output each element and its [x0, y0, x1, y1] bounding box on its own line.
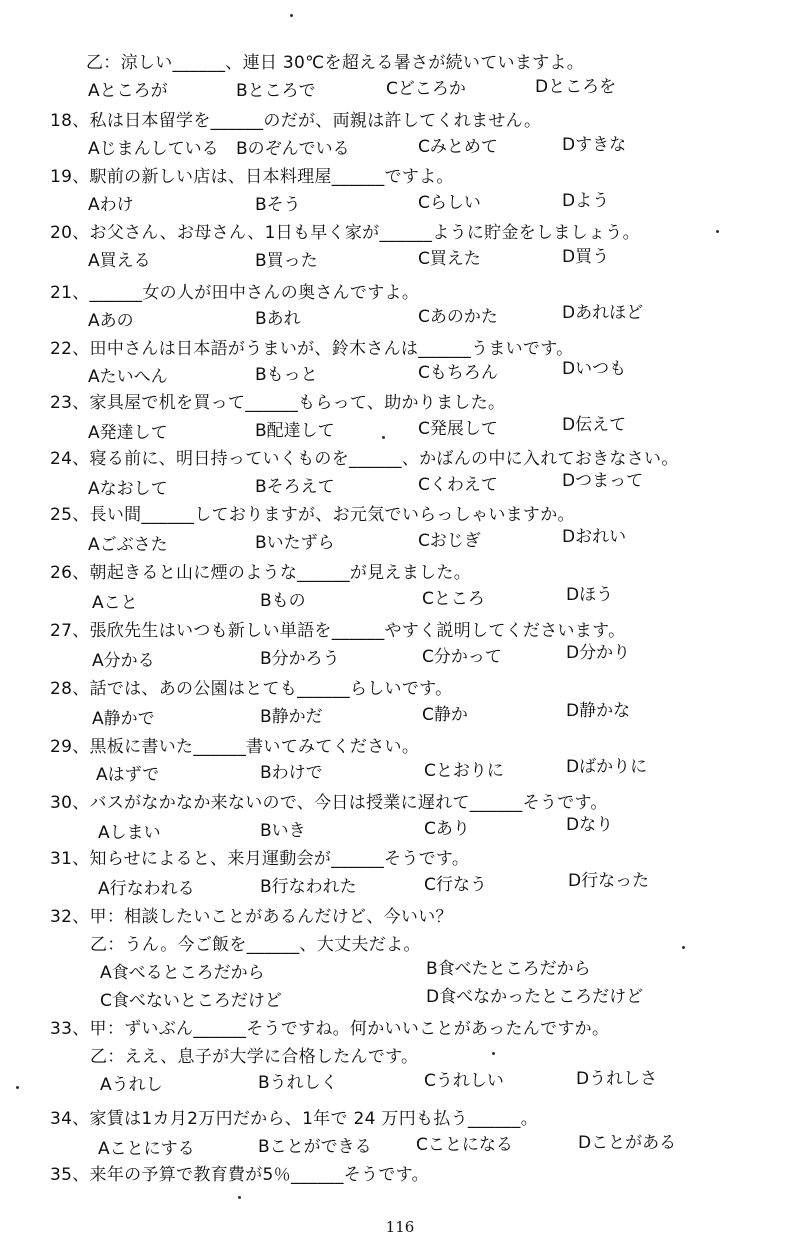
- question-line: 31、知らせによると、来月運動会が______そうです。: [50, 849, 470, 869]
- question-line: 21、______女の人が田中さんの奥さんですよ。: [50, 283, 420, 303]
- option-c: C発展して: [418, 419, 498, 439]
- option-b: B行なわれた: [260, 877, 357, 897]
- option-d: D食べなかったところだけど: [426, 987, 644, 1007]
- option-c: Cみとめて: [418, 137, 498, 157]
- option-d: D伝えて: [562, 415, 627, 435]
- question-line: 32、甲：相談したいことがあるんだけど、今いい？: [50, 907, 453, 927]
- option-d: D分かり: [566, 643, 631, 663]
- option-d: Dおれい: [562, 527, 627, 547]
- option-a: Aうれし: [100, 1075, 163, 1095]
- option-c: C分かって: [422, 647, 502, 667]
- option-c: C静か: [422, 705, 468, 725]
- option-a: A行なわれる: [98, 879, 195, 899]
- option-b: Bいき: [260, 821, 306, 841]
- question-line: 乙：うん。今ご飯を______、大丈夫だよ。: [90, 935, 421, 955]
- option-d: D行なった: [568, 871, 650, 891]
- option-d: Dほう: [566, 585, 614, 605]
- question-line: 乙：ええ、息子が大学に合格したんです。: [90, 1047, 419, 1067]
- question-line: 22、田中さんは日本語がうまいが、鈴木さんは______うまいです。: [50, 339, 574, 359]
- question-line: 28、話では、あの公園はとても______らしいです。: [50, 679, 453, 699]
- question-line: 34、家賃は1カ月2万円だから、1年で 24 万円も払う______。: [50, 1109, 539, 1129]
- option-c: Cらしい: [418, 193, 481, 213]
- option-b: Bそろえて: [255, 477, 335, 497]
- option-b: B配達して: [255, 421, 335, 441]
- option-a: A静かで: [92, 709, 155, 729]
- option-d: D買う: [562, 247, 610, 267]
- option-c: Cあり: [424, 819, 470, 839]
- option-d: Dところを: [535, 77, 617, 97]
- option-a: A発達して: [88, 423, 168, 443]
- option-b: Bことができる: [258, 1137, 372, 1157]
- option-a: Aたいへん: [88, 367, 168, 387]
- option-c: Cもちろん: [418, 363, 498, 383]
- option-b: B買った: [255, 251, 318, 271]
- question-line: 30、バスがなかなか来ないので、今日は授業に遅れて______そうです。: [50, 793, 608, 813]
- scan-speck: [290, 14, 293, 17]
- option-c: C買えた: [418, 249, 481, 269]
- question-line: 23、家具屋で机を買って______もらって、助かりました。: [50, 393, 506, 413]
- option-d: Dなり: [566, 815, 614, 835]
- option-b: Bわけで: [260, 763, 323, 783]
- option-c: C食べないところだけど: [100, 991, 282, 1011]
- option-c: C行なう: [424, 875, 487, 895]
- option-c: Cことになる: [416, 1135, 513, 1155]
- option-d: Dすきな: [562, 135, 627, 155]
- option-a: Aあの: [88, 311, 134, 331]
- option-a: A食べるところだから: [100, 963, 265, 983]
- option-c: Cうれしい: [424, 1071, 504, 1091]
- option-b: Bところで: [236, 81, 316, 101]
- option-b: Bもっと: [255, 365, 318, 385]
- scan-speck: [492, 1052, 495, 1055]
- option-a: Aじまんしている: [88, 139, 219, 159]
- option-c: Cどころか: [386, 79, 466, 99]
- question-line: 乙：涼しい______、連日 30℃を超える暑さが続いていますよ。: [86, 53, 585, 73]
- option-d: D静かな: [566, 701, 631, 721]
- option-a: Aことにする: [98, 1139, 195, 1159]
- option-a: Aはずで: [96, 765, 160, 785]
- option-a: A分かる: [92, 651, 155, 671]
- option-c: Cところ: [422, 589, 485, 609]
- question-line: 35、来年の予算で教育費が5％______そうです。: [50, 1165, 429, 1185]
- option-d: Dあれほど: [562, 303, 644, 323]
- scan-speck: [682, 946, 685, 949]
- option-d: Dことがある: [578, 1133, 677, 1153]
- option-b: Bのぞんでいる: [236, 139, 350, 159]
- question-line: 26、朝起きると山に煙のような______が見えました。: [50, 563, 472, 583]
- question-line: 24、寝る前に、明日持っていくものを______、かばんの中に入れておきなさい。: [50, 449, 679, 469]
- option-c: Cくわえて: [418, 475, 498, 495]
- question-line: 20、お父さん、お母さん、1日も早く家が______ように貯金をしましょう。: [50, 223, 640, 243]
- option-b: Bいたずら: [255, 533, 335, 553]
- scan-speck: [716, 230, 719, 233]
- option-c: Cおじぎ: [418, 531, 481, 551]
- question-line: 25、長い間______しておりますが、お元気でいらっしゃいますか。: [50, 505, 575, 525]
- option-d: Dうれしさ: [576, 1069, 658, 1089]
- question-line: 33、甲：ずいぶん______そうですね。何かいいことがあったんですか。: [50, 1019, 610, 1039]
- option-a: Aなおして: [88, 479, 168, 499]
- option-b: B食べたところだから: [426, 959, 591, 979]
- option-d: Dばかりに: [566, 757, 648, 777]
- option-a: Aごぶさた: [88, 535, 168, 555]
- option-a: Aところが: [88, 81, 168, 101]
- page-number: 116: [385, 1218, 415, 1236]
- option-b: B分かろう: [260, 649, 340, 669]
- option-d: Dいつも: [562, 359, 627, 379]
- scan-speck: [238, 1196, 241, 1199]
- option-a: A買える: [88, 251, 151, 271]
- option-d: Dつまって: [562, 471, 644, 491]
- option-b: B静かだ: [260, 707, 323, 727]
- option-c: Cあのかた: [418, 307, 498, 327]
- option-c: Cとおりに: [424, 761, 504, 781]
- scan-speck: [16, 1086, 19, 1089]
- option-a: Aしまい: [98, 823, 161, 843]
- question-line: 27、張欣先生はいつも新しい単語を______やすく説明してくださいます。: [50, 621, 626, 641]
- option-a: Aわけ: [88, 195, 134, 215]
- question-line: 19、駅前の新しい店は、日本料理屋______ですよ。: [50, 167, 454, 187]
- option-b: Bあれ: [255, 309, 301, 329]
- scan-speck: [382, 436, 385, 439]
- option-a: Aこと: [92, 593, 138, 613]
- option-d: Dよう: [562, 191, 610, 211]
- option-b: Bもの: [260, 591, 306, 611]
- question-line: 18、私は日本留学を______のだが、両親は許してくれません。: [50, 111, 542, 131]
- option-b: Bうれしく: [258, 1073, 338, 1093]
- option-b: Bそう: [255, 195, 301, 215]
- question-line: 29、黒板に書いた______書いてみてください。: [50, 737, 420, 757]
